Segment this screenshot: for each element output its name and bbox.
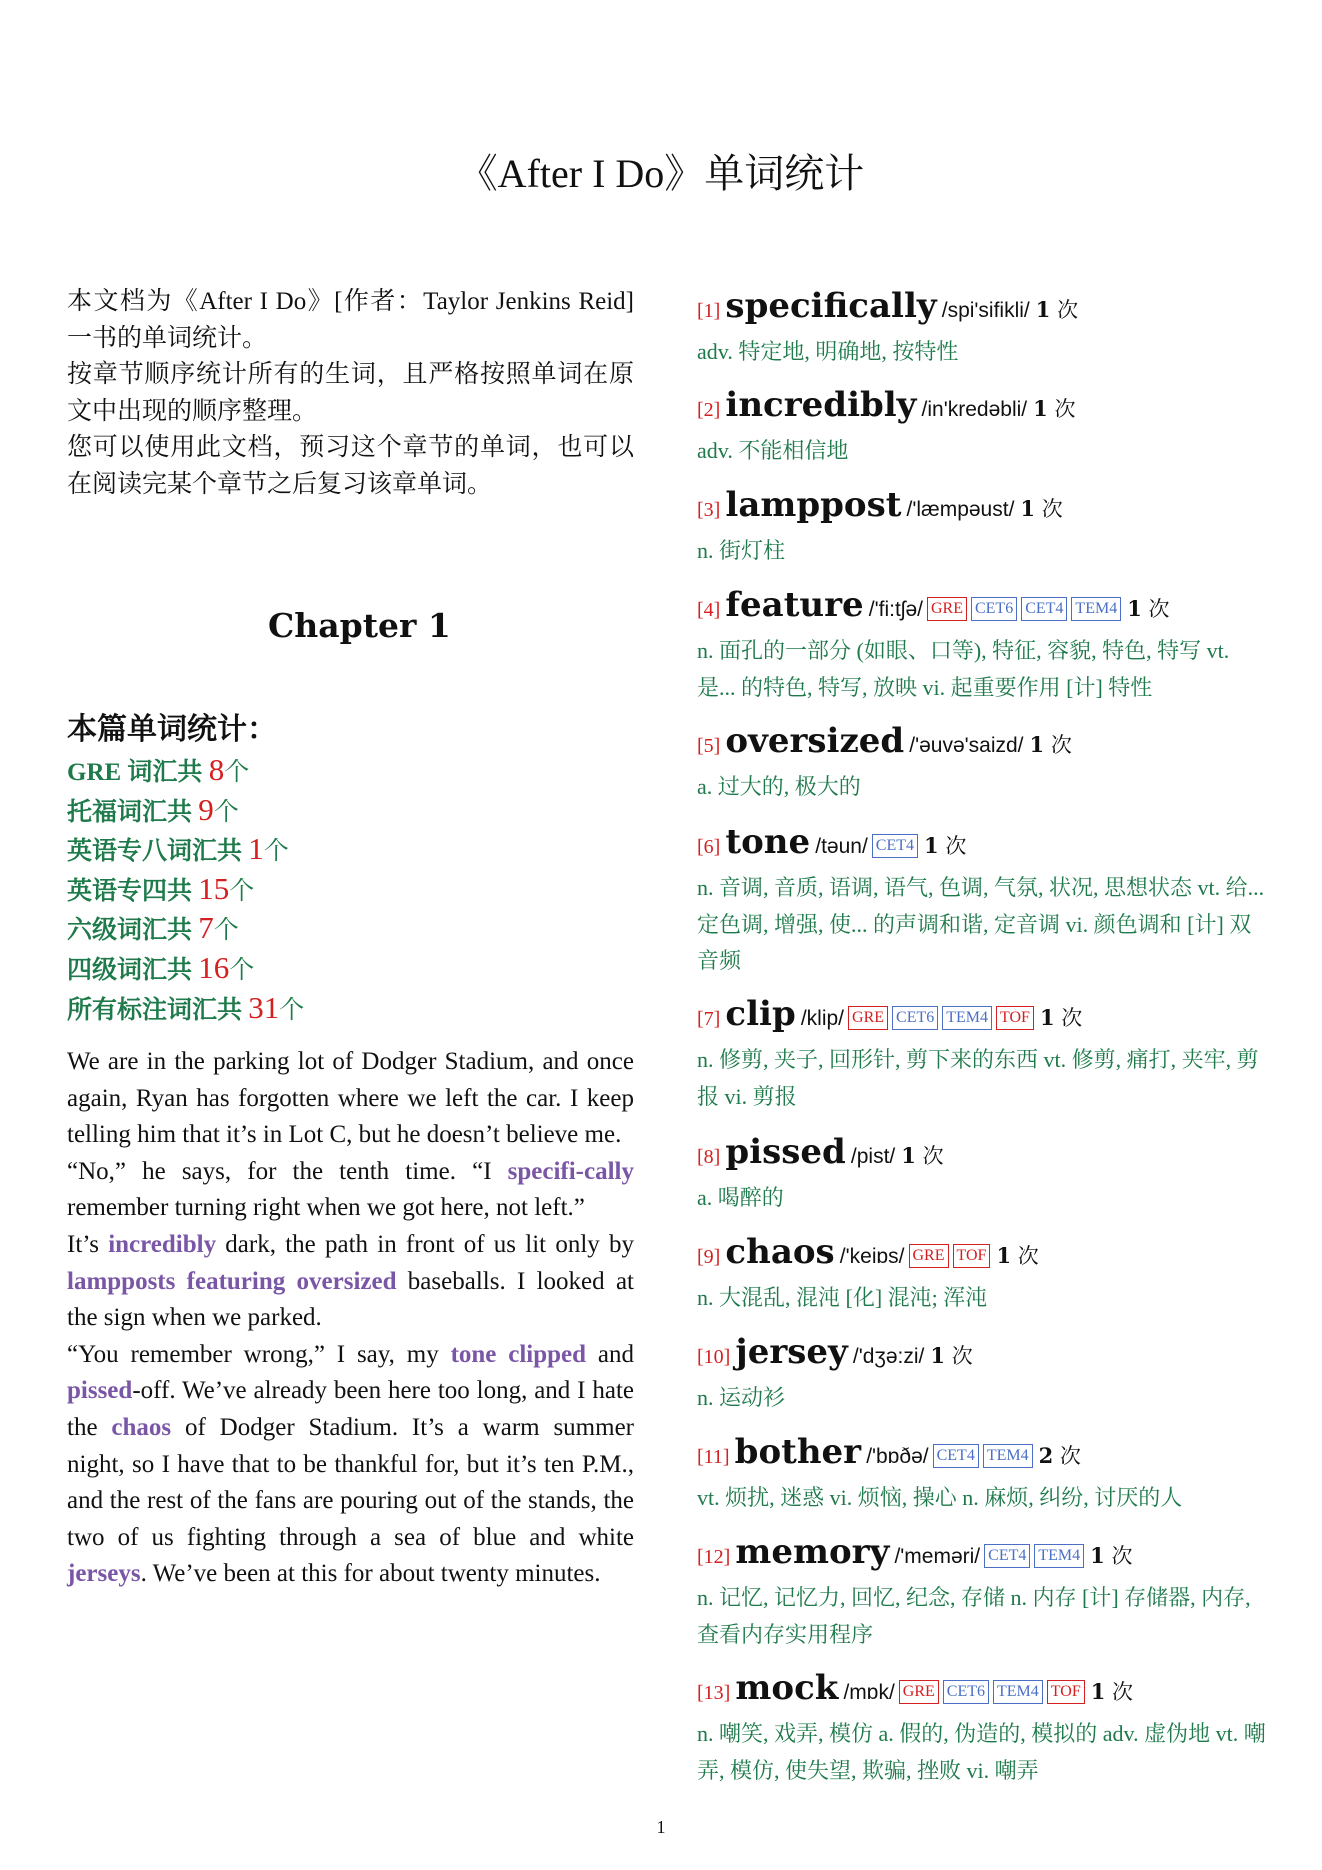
highlighted-word: specifi-cally	[507, 1157, 634, 1185]
vocab-word: feature	[725, 585, 864, 625]
highlighted-word: jerseys	[67, 1560, 141, 1588]
stat-count: 7	[198, 910, 214, 946]
occurrence-count	[924, 834, 966, 858]
vocab-index: [7]	[697, 1008, 721, 1030]
vocab-word: lamppost	[725, 485, 902, 525]
vocab-phonetic: /'bɒðə/	[866, 1445, 929, 1468]
vocab-phonetic: /spi'sifikli/	[941, 299, 1030, 322]
vocab-index: [12]	[697, 1546, 731, 1568]
count-unit: 次	[1050, 733, 1072, 757]
intro-paragraph: 按章节顺序统计所有的生词，且严格按照单词在原文中出现的顺序整理。	[67, 361, 634, 425]
occurrence-count	[996, 1244, 1038, 1268]
story-text-run: baseballs. I looked at the sign when we parked.	[67, 1267, 634, 1332]
vocab-phonetic: /'keiɒs/	[839, 1245, 905, 1268]
count-unit: 次	[1057, 298, 1079, 322]
story-text-run: of Dodger Stadium. It’s a warm summer night, so I have that to be thankful for, but it’s ten P.M., and the rest of the fans are pouring out of the stands, the two of us fighting through a sea of blue and white	[67, 1413, 634, 1551]
occurrence-count	[1030, 733, 1072, 757]
intro-paragraph: 本文档为《After I Do》[作者：Taylor Jenkins Reid] 一书的单词统计。	[67, 288, 634, 352]
vocab-entry	[697, 585, 1272, 706]
vocab-entry-header	[697, 721, 1272, 767]
vocab-entry	[697, 1332, 1272, 1417]
story-text-run: . We’ve been at this for about twenty minutes.	[140, 1560, 601, 1588]
count-number: 1	[901, 1143, 916, 1168]
count-number: 1	[1035, 297, 1051, 322]
word-stats	[67, 708, 634, 1029]
count-unit: 次	[1061, 1006, 1083, 1030]
vocab-phonetic: /'læmpəust/	[906, 498, 1015, 521]
stat-line	[67, 792, 634, 832]
story-text-run: “No,” he says, for the tenth time. “I	[67, 1157, 508, 1185]
occurrence-count	[1091, 1680, 1133, 1704]
vocab-entry	[697, 286, 1272, 371]
occurrence-count	[1127, 597, 1169, 621]
story-text-run: “You remember wrong,” I say, my	[67, 1340, 451, 1368]
exam-tag-badge: GRE	[848, 1006, 888, 1030]
vocab-entry-header	[697, 385, 1272, 431]
story-paragraph	[67, 1154, 634, 1227]
vocab-definition: n. 面孔的一部分 (如眼、口等), 特征, 容貌, 特色, 特写 vt. 是... 的特色, 特写, 放映 vi. 起重要作用 [计] 特性	[697, 638, 1230, 700]
exam-tag-badge: CET6	[943, 1680, 989, 1704]
exam-tag-badge: TOF	[996, 1006, 1034, 1030]
story-text-run: dark, the path in front of us lit only by	[216, 1230, 634, 1258]
page-number: 1	[656, 1817, 666, 1837]
vocab-definition: n. 大混乱, 混沌 [化] 混沌; 浑沌	[697, 1285, 988, 1310]
vocab-definition: n. 街灯柱	[697, 538, 786, 563]
vocab-entry	[697, 721, 1272, 806]
stat-line	[67, 910, 634, 950]
story-paragraph	[67, 1044, 634, 1154]
stat-label: 英语专四共	[67, 877, 199, 905]
stat-line	[67, 950, 634, 990]
vocab-entry-header	[697, 1668, 1272, 1714]
count-number: 1	[1033, 396, 1048, 421]
intro-paragraph: 您可以使用此文档，预习这个章节的单词，也可以在阅读完某个章节之后复习该章单词。	[67, 434, 634, 498]
vocab-index: [4]	[697, 599, 721, 621]
exam-tag-badge: TOF	[1047, 1680, 1085, 1704]
count-unit: 次	[1111, 1544, 1133, 1568]
vocab-word: clip	[725, 994, 796, 1034]
count-unit: 次	[1059, 1444, 1081, 1468]
highlighted-word: tone clipped	[450, 1340, 587, 1368]
vocab-word: specifically	[725, 286, 937, 326]
story-text-run: We are in the parking lot of Dodger Stadium, and once again, Ryan has forgotten where we left the car. I keep telling him that it’s in Lot C, but he doesn’t believe me.	[67, 1048, 634, 1149]
vocab-phonetic: /'meməri/	[894, 1545, 981, 1568]
exam-tag-badge: CET4	[984, 1544, 1030, 1568]
vocab-definition: vt. 烦扰, 迷惑 vi. 烦恼, 操心 n. 麻烦, 纠纷, 讨厌的人	[697, 1485, 1183, 1510]
vocab-phonetic: /'fi:tʃə/	[868, 598, 923, 621]
stat-count: 1	[248, 831, 264, 867]
stat-count: 15	[198, 870, 230, 906]
vocab-phonetic: /'əuvə'saizd/	[909, 734, 1024, 757]
vocab-word: pissed	[725, 1132, 846, 1172]
document-title: 《After I Do》单词统计	[457, 151, 865, 196]
vocab-entry	[697, 385, 1272, 470]
stat-count: 16	[198, 949, 230, 985]
stat-unit: 个	[263, 838, 289, 866]
vocab-entry-header	[697, 1332, 1272, 1378]
occurrence-count	[1033, 397, 1075, 421]
vocab-definition: a. 喝醉的	[697, 1185, 784, 1210]
story-paragraph	[67, 1337, 634, 1593]
vocab-definition: n. 嘲笑, 戏弄, 模仿 a. 假的, 伪造的, 模拟的 adv. 虚伪地 vt. 嘲弄, 模仿, 使失望, 欺骗, 挫败 vi. 嘲弄	[697, 1721, 1266, 1783]
stat-unit: 个	[229, 956, 255, 984]
count-unit: 次	[922, 1144, 944, 1168]
stat-count: 9	[198, 791, 214, 827]
count-unit: 次	[1112, 1680, 1134, 1704]
exam-tag-badge: CET4	[872, 834, 918, 858]
story-text	[67, 1044, 634, 1593]
vocab-index: [9]	[697, 1246, 721, 1268]
vocab-definition: n. 音调, 音质, 语调, 语气, 色调, 气氛, 状况, 思想状态 vt. 给... 定色调, 增强, 使... 的声调和谐, 定音调 vi. 颜色调和 [计] 双音频	[697, 875, 1265, 974]
stats-heading: 本篇单词统计：	[67, 712, 277, 747]
highlighted-word: incredibly	[108, 1230, 217, 1258]
exam-tag-badge: TOF	[953, 1244, 991, 1268]
count-number: 2	[1038, 1443, 1054, 1468]
count-unit: 次	[1017, 1244, 1039, 1268]
vocab-entry-header	[697, 1432, 1272, 1478]
exam-tag-badge: GRE	[909, 1244, 949, 1268]
occurrence-count	[1036, 298, 1078, 322]
occurrence-count	[1039, 1444, 1081, 1468]
vocab-entry-header	[697, 1232, 1272, 1278]
vocab-index: [10]	[697, 1346, 731, 1368]
stat-label: 四级词汇共	[67, 956, 199, 984]
count-unit: 次	[945, 834, 967, 858]
vocab-index: [1]	[697, 300, 721, 322]
vocab-phonetic: /'dʒə:zi/	[852, 1345, 925, 1368]
vocab-entry	[697, 1532, 1272, 1653]
stat-unit: 个	[279, 996, 305, 1024]
vocab-entry	[697, 994, 1272, 1115]
highlighted-word: pissed	[67, 1377, 133, 1405]
vocab-entry-header	[697, 994, 1272, 1040]
occurrence-count	[1040, 1006, 1082, 1030]
vocab-word: tone	[725, 822, 811, 862]
vocab-definition: a. 过大的, 极大的	[697, 774, 861, 799]
highlighted-word: chaos	[111, 1413, 172, 1441]
vocab-definition: n. 运动衫	[697, 1385, 786, 1410]
vocab-entry-header	[697, 485, 1272, 531]
exam-tag-badge: CET6	[971, 597, 1017, 621]
stat-line	[67, 831, 634, 871]
stat-label: GRE 词汇共	[67, 759, 209, 786]
vocab-phonetic: /mɒk/	[843, 1681, 895, 1704]
exam-tag-badge: TEM4	[1071, 597, 1121, 621]
vocab-definition: adv. 特定地, 明确地, 按特性	[697, 339, 959, 364]
vocab-index: [13]	[697, 1682, 731, 1704]
count-number: 1	[1029, 732, 1045, 757]
vocab-definition: n. 修剪, 夹子, 回形针, 剪下来的东西 vt. 修剪, 痛打, 夹牢, 剪报 vi. 剪报	[697, 1047, 1259, 1109]
exam-tag-badge: TEM4	[983, 1444, 1033, 1468]
count-number: 1	[924, 833, 939, 858]
stat-label: 托福词汇共	[67, 798, 199, 826]
occurrence-count	[930, 1344, 972, 1368]
stat-line	[67, 990, 634, 1030]
vocab-word: jersey	[735, 1332, 848, 1372]
stat-unit: 个	[213, 798, 239, 826]
stat-label: 六级词汇共	[67, 917, 199, 945]
vocab-entry	[697, 1432, 1272, 1517]
vocab-phonetic: /klip/	[800, 1007, 845, 1030]
stat-line	[67, 871, 634, 911]
count-number: 1	[1127, 596, 1142, 621]
vocab-phonetic: /pist/	[850, 1145, 896, 1168]
vocab-entry	[697, 485, 1272, 570]
vocab-entry-header	[697, 286, 1272, 332]
vocab-word: oversized	[725, 721, 905, 761]
exam-tag-badge: TEM4	[1034, 1544, 1084, 1568]
exam-tag-badge: TEM4	[993, 1680, 1043, 1704]
count-number: 1	[1090, 1679, 1106, 1704]
stat-count: 31	[248, 989, 280, 1025]
vocab-word: mock	[735, 1668, 839, 1708]
exam-tag-badge: CET4	[933, 1444, 979, 1468]
story-text-run: It’s	[67, 1230, 109, 1258]
exam-tag-badge: GRE	[899, 1680, 939, 1704]
vocab-definition: adv. 不能相信地	[697, 438, 849, 463]
exam-tag-badge: GRE	[927, 597, 967, 621]
exam-tag-badge: CET6	[892, 1006, 938, 1030]
stat-unit: 个	[224, 759, 250, 786]
vocab-definition: n. 记忆, 记忆力, 回忆, 纪念, 存储 n. 内存 [计] 存储器, 内存, 查看内存实用程序	[697, 1585, 1251, 1647]
intro-section	[67, 284, 634, 504]
count-unit: 次	[1054, 397, 1076, 421]
exam-tag-badge: TEM4	[942, 1006, 992, 1030]
stat-label: 所有标注词汇共	[67, 996, 249, 1024]
exam-tag-badge: CET4	[1021, 597, 1067, 621]
story-paragraph	[67, 1227, 634, 1337]
vocab-index: [11]	[697, 1446, 730, 1468]
highlighted-word: lampposts featuring oversized	[67, 1267, 397, 1295]
count-number: 1	[1090, 1543, 1105, 1568]
occurrence-count	[901, 1144, 943, 1168]
vocab-phonetic: /in'kredəbli/	[921, 398, 1028, 421]
vocab-index: [8]	[697, 1146, 721, 1168]
count-number: 1	[1020, 496, 1036, 521]
stat-unit: 个	[229, 877, 255, 905]
vocab-index: [3]	[697, 499, 721, 521]
stat-unit: 个	[213, 917, 239, 945]
vocab-entry	[697, 1232, 1272, 1317]
count-unit: 次	[1148, 597, 1170, 621]
vocab-index: [5]	[697, 735, 721, 757]
stat-line	[67, 752, 634, 792]
vocab-word: memory	[735, 1532, 890, 1572]
stat-label: 英语专八词汇共	[67, 838, 249, 866]
count-number: 1	[930, 1343, 946, 1368]
count-number: 1	[996, 1243, 1012, 1268]
count-unit: 次	[1041, 497, 1063, 521]
vocab-entry-header	[697, 585, 1272, 631]
story-text-run: remember turning right when we got here, not left.”	[67, 1194, 585, 1222]
vocab-entry-header	[697, 822, 1272, 868]
vocab-word: incredibly	[725, 385, 917, 425]
vocab-index: [2]	[697, 399, 721, 421]
count-unit: 次	[951, 1344, 973, 1368]
count-number: 1	[1039, 1005, 1055, 1030]
vocab-entry	[697, 822, 1272, 980]
occurrence-count	[1020, 497, 1062, 521]
vocab-entry-header	[697, 1532, 1272, 1578]
vocab-word: bother	[734, 1432, 862, 1472]
story-text-run: and	[586, 1340, 634, 1368]
vocab-entry	[697, 1132, 1272, 1217]
occurrence-count	[1090, 1544, 1132, 1568]
vocab-entry	[697, 1668, 1272, 1789]
vocab-index: [6]	[697, 836, 721, 858]
story-text-run: -off. We’ve already been here too long, and I hate the	[67, 1377, 634, 1441]
vocab-entry-header	[697, 1132, 1272, 1178]
vocab-word: chaos	[725, 1232, 835, 1272]
vocab-phonetic: /təun/	[815, 835, 868, 858]
stat-count: 8	[208, 752, 225, 787]
chapter-heading: Chapter 1	[268, 606, 451, 645]
